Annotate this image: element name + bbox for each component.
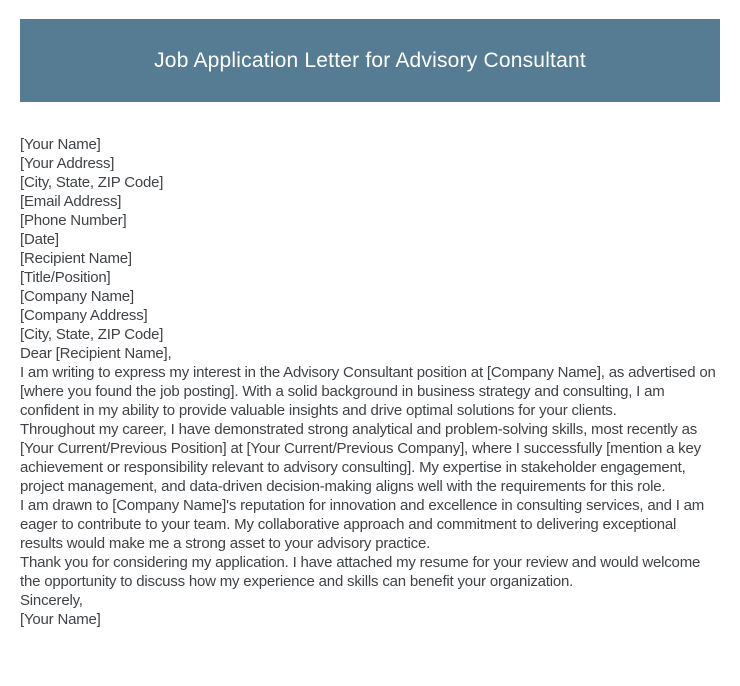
contact-line: [Date] [20,231,59,248]
contact-line: [Your Address] [20,155,115,172]
contact-line: [Your Name] [20,136,101,153]
contact-line: [Recipient Name] [20,250,132,267]
contact-line: [City, State, ZIP Code] [20,174,164,191]
letter-paragraph: I am writing to express my interest in the Advisory Consultant position at [Company Name], as advertised on [where you found the job posting]. With a solid background in business strategy and consulting, I am confident in my ability to provide valuable insights and drive optimal solutions for your clients. [20,364,716,419]
contact-line: [Title/Position] [20,269,111,286]
paragraph-block [20,363,720,591]
contact-line: [Company Address] [20,307,148,324]
letter-paragraph: I am drawn to [Company Name]'s reputation for innovation and excellence in consulting services, and I am eager to contribute to your team. My collaborative approach and commitment to delivering exceptional results would make me a strong asset to your advisory practice. [20,497,705,552]
signature-line: [Your Name] [20,611,101,628]
contact-line: [Email Address] [20,193,122,210]
contact-line: [Phone Number] [20,212,127,229]
closing-line: Sincerely, [20,592,83,609]
page-banner [20,19,720,102]
salutation-line: Dear [Recipient Name], [20,345,172,362]
contact-line: [Company Name] [20,288,134,305]
letter-body [20,135,720,629]
contact-block [20,135,720,344]
contact-line: [City, State, ZIP Code] [20,326,164,343]
letter-paragraph: Throughout my career, I have demonstrated strong analytical and problem-solving skills, most recently as [Your Current/Previous Position] at [Your Current/Previous Company], where I successfully [mention a key achievement or responsibility relevant to advisory consulting]. My expertise in stakeholder engagement, project management, and data-driven decision-making aligns well with the requirements for this role. [20,421,701,495]
letter-paragraph: Thank you for considering my application. I have attached my resume for your review and would welcome the opportunity to discuss how my experience and skills can benefit your organization. [20,554,701,590]
page-title: Job Application Letter for Advisory Consultant [154,48,586,72]
